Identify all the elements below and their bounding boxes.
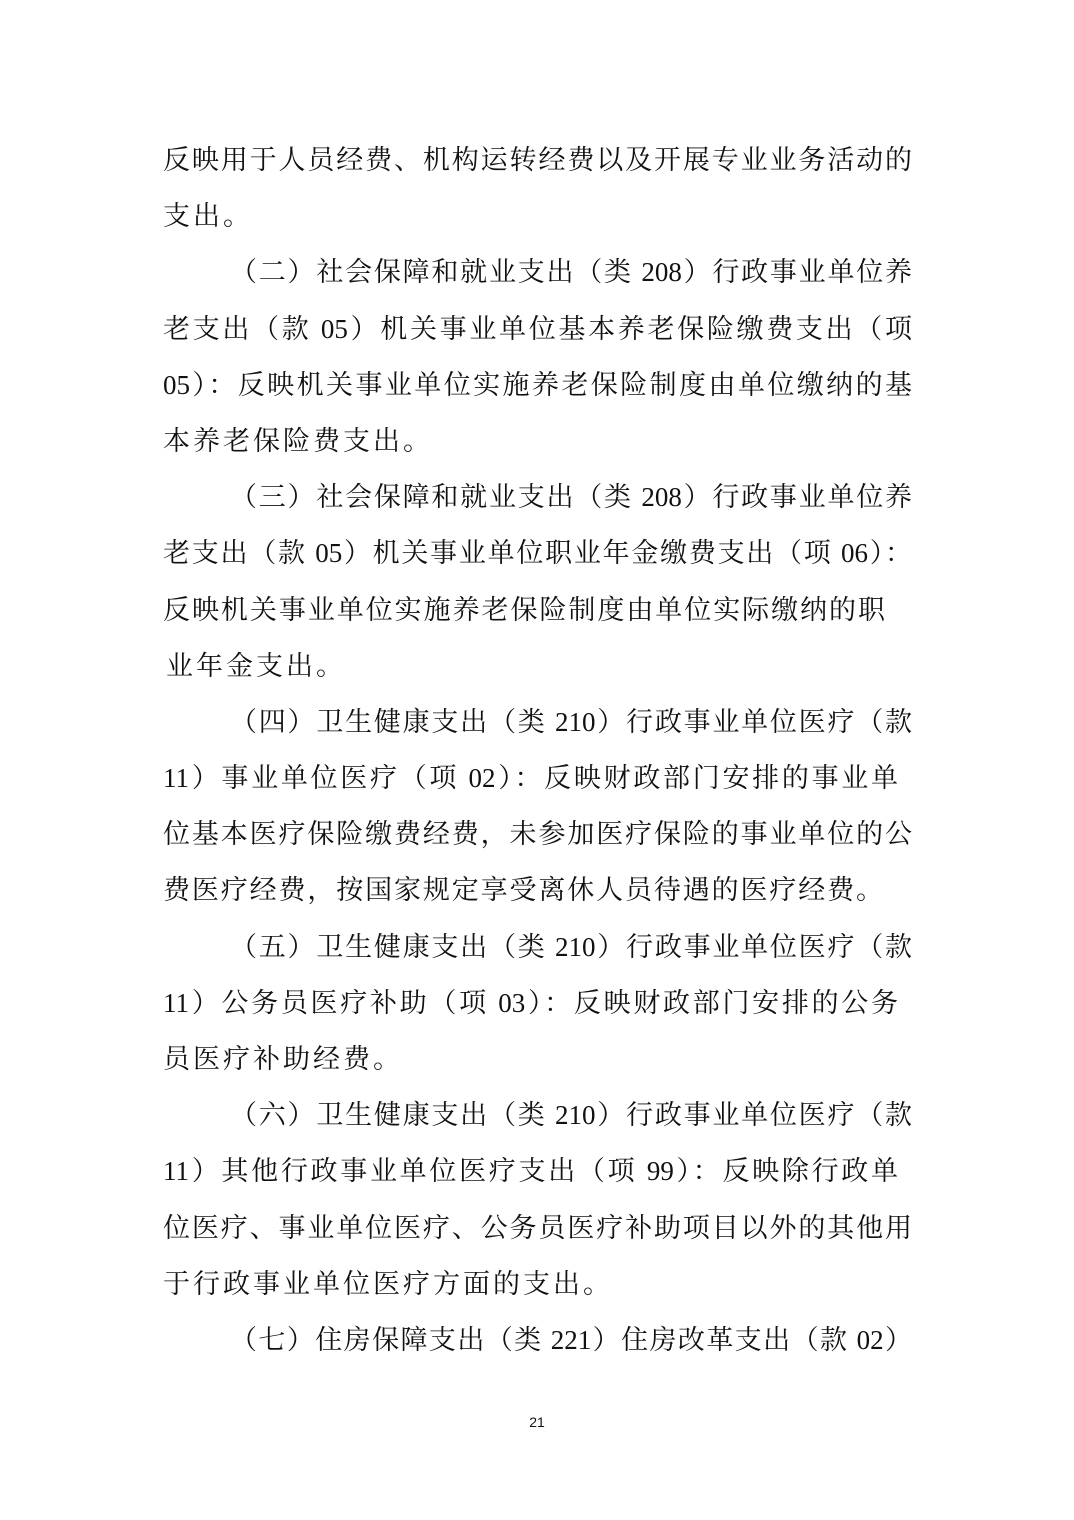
paragraph-item-6 — [163, 1087, 912, 1312]
paragraph-item-2 — [163, 244, 912, 469]
text-line: 11）其他行政事业单位医疗支出（项 99）：反映除行政单 — [163, 1156, 898, 1187]
text-line: 费医疗经费，按国家规定享受离休人员待遇的医疗经费。 — [163, 875, 883, 906]
paragraph-continuation — [163, 132, 912, 244]
text-line: 05）：反映机关事业单位实施养老保险制度由单位缴纳的基 — [163, 369, 912, 400]
text-line: （七）住房保障支出（类 221）住房改革支出（款 02） — [230, 1324, 912, 1355]
text-line: 老支出（款 05）机关事业单位基本养老保险缴费支出（项 — [163, 313, 912, 344]
text-line: （四）卫生健康支出（类 210）行政事业单位医疗（款 — [230, 706, 912, 737]
document-body — [163, 132, 912, 1368]
paragraph-item-4 — [163, 694, 912, 919]
text-line: （六）卫生健康支出（类 210）行政事业单位医疗（款 — [230, 1100, 912, 1131]
text-line: （三）社会保障和就业支出（类 208）行政事业单位养 — [230, 482, 912, 513]
text-line: 业年金支出。 — [166, 650, 346, 681]
text-line: 位基本医疗保险缴费经费，未参加医疗保险的事业单位的公 — [163, 819, 912, 850]
text-line: 于行政事业单位医疗方面的支出。 — [163, 1268, 613, 1299]
text-line: （五）卫生健康支出（类 210）行政事业单位医疗（款 — [230, 931, 912, 962]
page-number: 21 — [529, 1414, 545, 1430]
text-line: 反映用于人员经费、机构运转经费以及开展专业业务活动的 — [163, 145, 912, 175]
paragraph-item-5 — [163, 919, 912, 1088]
paragraph-item-3 — [163, 469, 912, 694]
text-line: 反映机关事业单位实施养老保险制度由单位实际缴纳的职 — [163, 594, 885, 625]
text-line: （二）社会保障和就业支出（类 208）行政事业单位养 — [230, 257, 912, 288]
text-line: 老支出（款 05）机关事业单位职业年金缴费支出（项 06）： — [163, 538, 912, 569]
text-line: 支出。 — [163, 201, 253, 232]
text-line: 11）公务员医疗补助（项 03）：反映财政部门安排的公务 — [163, 987, 898, 1018]
text-line: 本养老保险费支出。 — [163, 425, 433, 456]
text-line: 员医疗补助经费。 — [163, 1044, 403, 1074]
text-line: 位医疗、事业单位医疗、公务员医疗补助项目以外的其他用 — [163, 1212, 912, 1243]
text-line: 11）事业单位医疗（项 02）：反映财政部门安排的事业单 — [163, 763, 898, 794]
paragraph-item-7 — [163, 1312, 912, 1368]
